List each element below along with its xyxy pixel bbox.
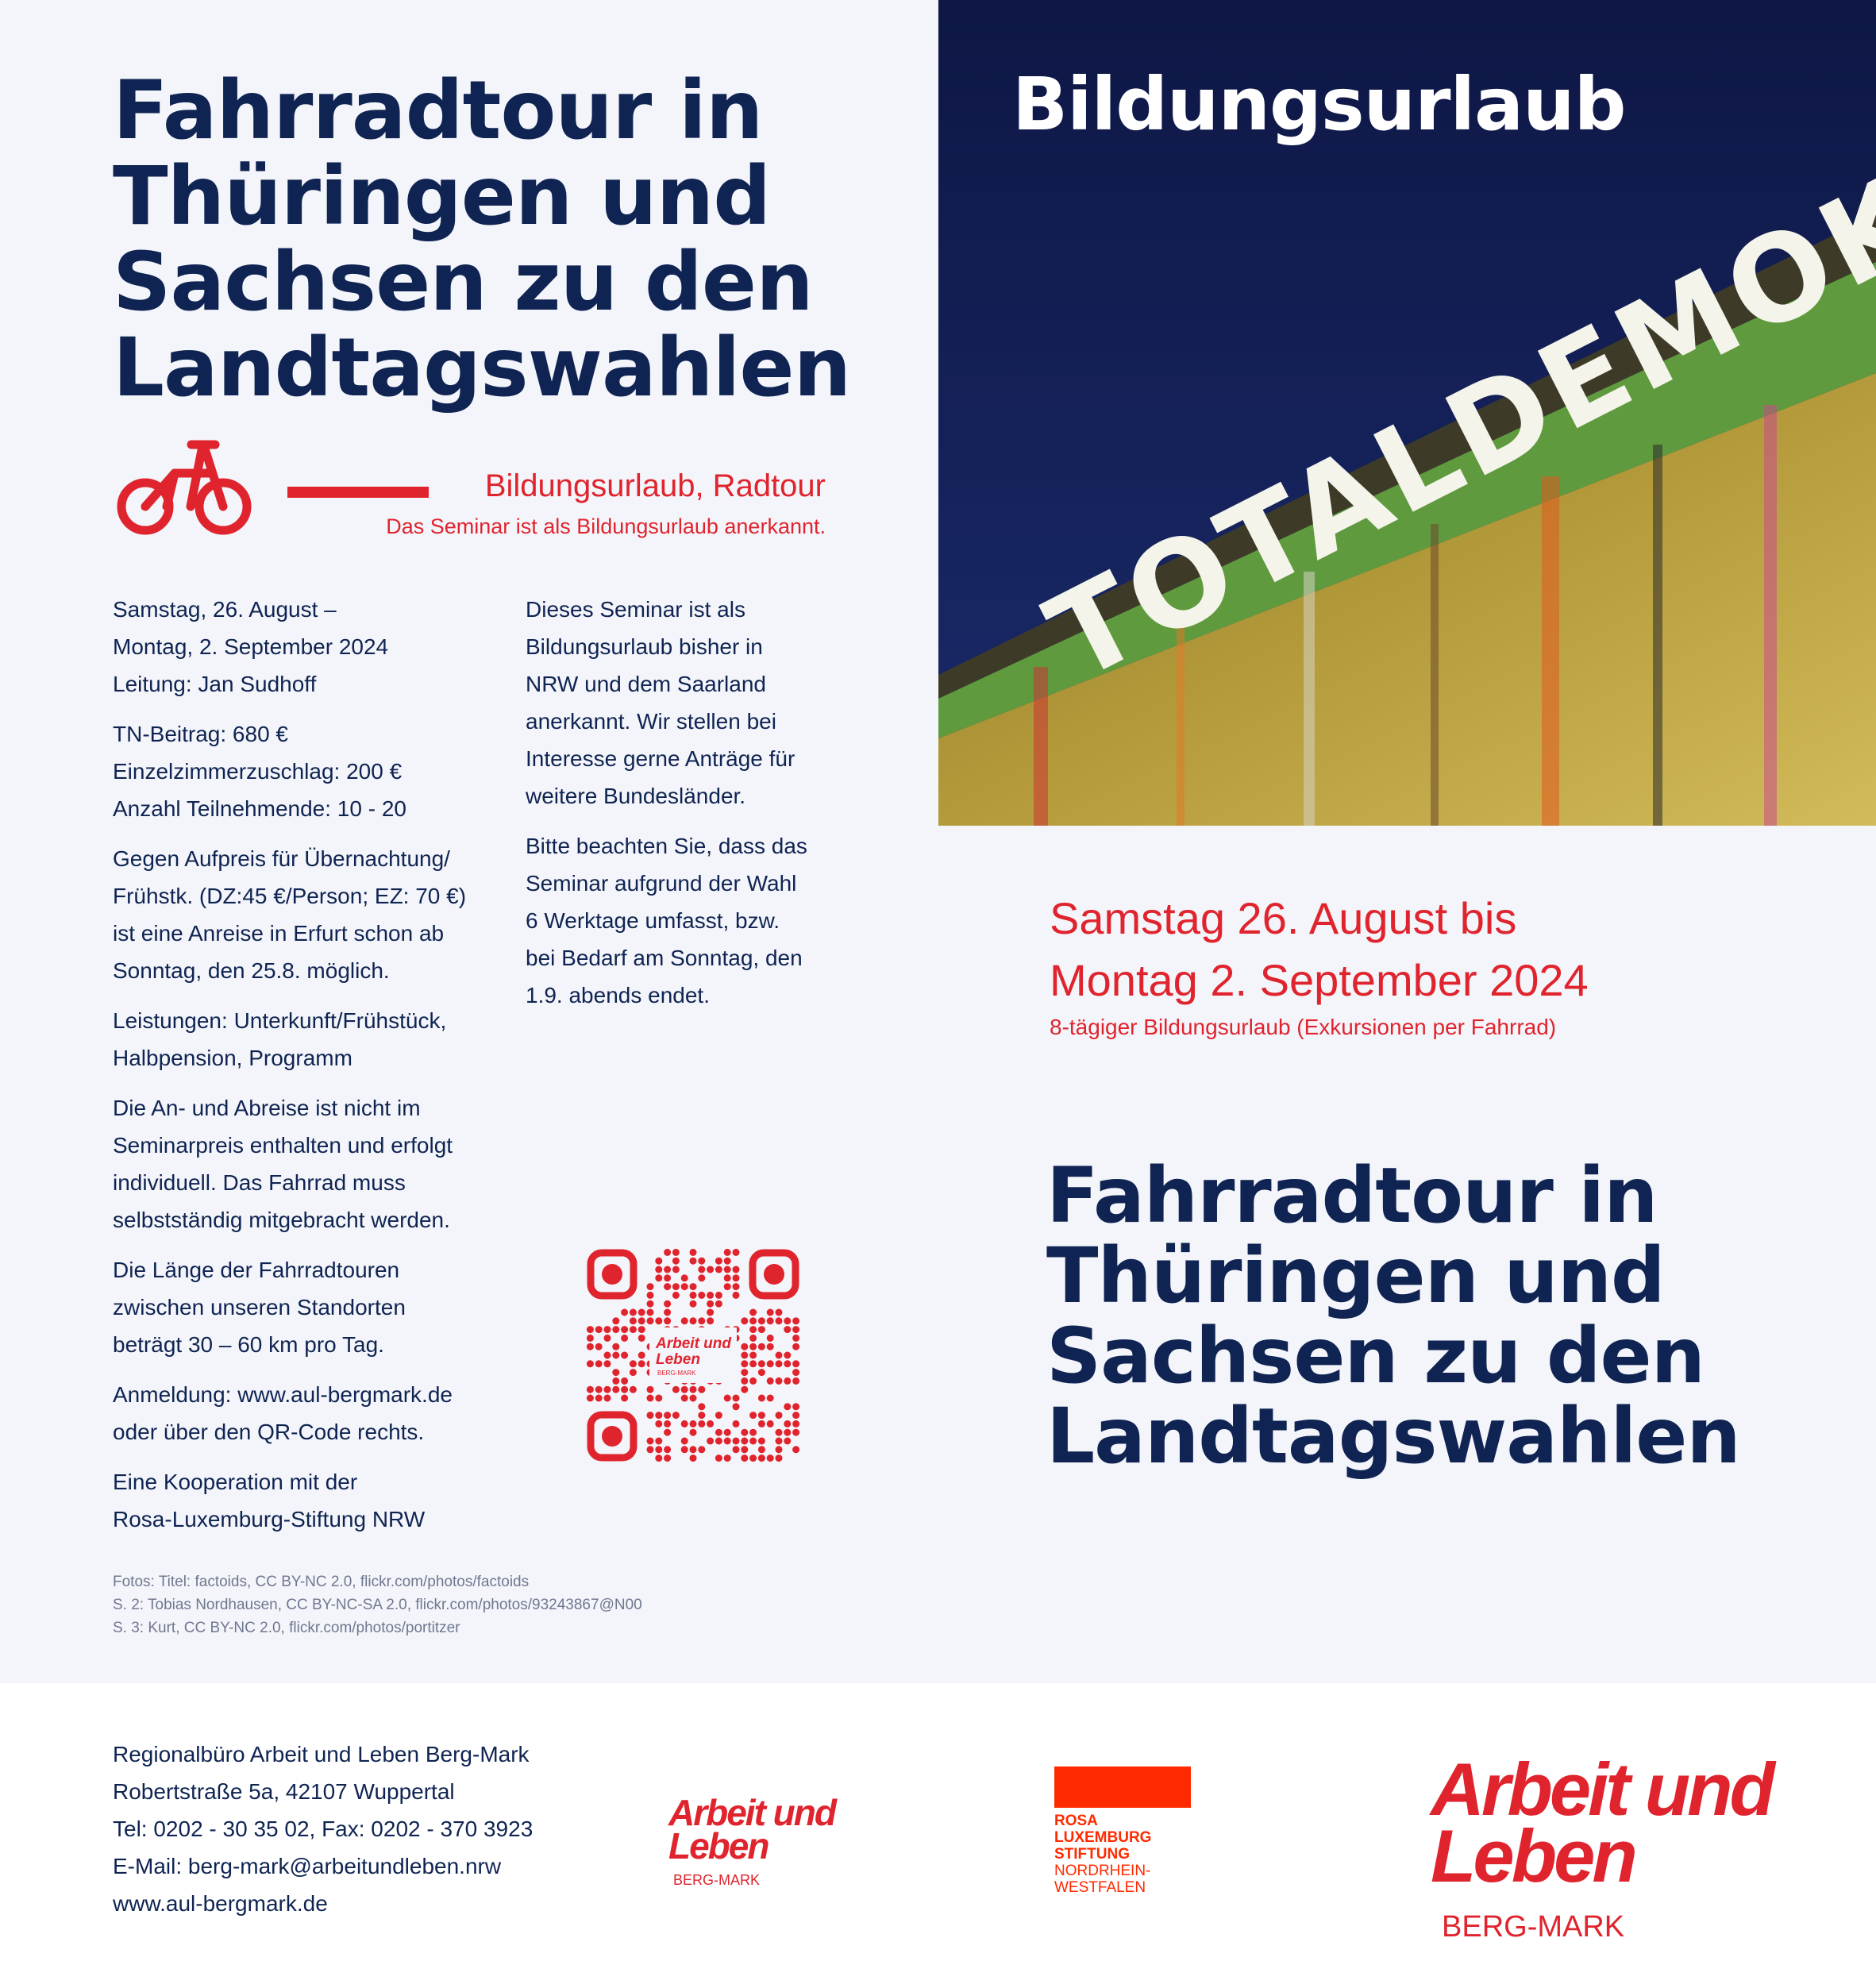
rosa-logo-line: WESTFALEN bbox=[1054, 1879, 1146, 1896]
qr-module bbox=[776, 1317, 783, 1324]
rosa-logo-line: LUXEMBURG bbox=[1054, 1829, 1152, 1846]
details-column-left bbox=[113, 591, 502, 1551]
qr-module bbox=[698, 1446, 705, 1453]
qr-module bbox=[690, 1292, 697, 1299]
qr-module bbox=[776, 1429, 783, 1436]
qr-module bbox=[784, 1420, 791, 1427]
qr-module bbox=[698, 1412, 705, 1419]
qr-module bbox=[758, 1369, 765, 1376]
address-line: Robertstraße 5a, 42107 Wuppertal bbox=[113, 1779, 455, 1804]
qr-module bbox=[767, 1420, 774, 1427]
qr-module bbox=[784, 1403, 791, 1410]
qr-module bbox=[690, 1258, 697, 1265]
qr-module bbox=[715, 1292, 722, 1299]
qr-module bbox=[664, 1429, 671, 1436]
detail-paragraph: Samstag, 26. August – Montag, 2. September 2024 Leitung: Jan Sudhoff bbox=[113, 597, 389, 696]
qr-module bbox=[647, 1283, 654, 1290]
contact-address bbox=[113, 1736, 716, 1922]
qr-module bbox=[749, 1360, 757, 1367]
qr-module bbox=[784, 1352, 791, 1359]
credit-line: S. 2: Tobias Nordhausen, CC BY-NC-SA 2.0, flickr.com/photos/93243867@N00 bbox=[113, 1597, 642, 1613]
qr-module bbox=[664, 1317, 671, 1324]
qr-module bbox=[604, 1395, 611, 1402]
qr-module bbox=[724, 1266, 731, 1273]
left-title-line: Sachsen zu den bbox=[113, 235, 813, 329]
qr-module bbox=[681, 1420, 688, 1427]
qr-module bbox=[749, 1454, 757, 1462]
left-title-line: Thüringen und bbox=[113, 149, 771, 244]
qr-module bbox=[638, 1326, 645, 1333]
qr-module bbox=[724, 1429, 731, 1436]
qr-module bbox=[664, 1446, 671, 1453]
qr-module bbox=[647, 1292, 654, 1299]
photo-credits bbox=[113, 1570, 827, 1639]
qr-module bbox=[715, 1412, 722, 1419]
qr-module bbox=[638, 1317, 645, 1324]
qr-module bbox=[715, 1266, 722, 1273]
rosa-logo-bar bbox=[1054, 1766, 1191, 1808]
detail-paragraph: Leistungen: Unterkunft/Frühstück, Halbpension, Programm bbox=[113, 1008, 447, 1070]
left-title-line: Landtagswahlen bbox=[113, 321, 851, 415]
qr-module bbox=[630, 1317, 637, 1324]
detail-paragraph: Gegen Aufpreis für Übernachtung/ Frühstk. (DZ:45 €/Person; EZ: 70 €) ist eine Anreise in Erfurt schon ab Sonntag, den 25.8. möglich. bbox=[113, 846, 467, 983]
qr-module bbox=[664, 1412, 671, 1419]
qr-module bbox=[595, 1326, 603, 1333]
qr-logo-line1: Arbeit und bbox=[656, 1335, 731, 1352]
qr-module bbox=[612, 1326, 619, 1333]
qr-module bbox=[715, 1258, 722, 1265]
qr-module bbox=[690, 1283, 697, 1290]
qr-module bbox=[792, 1317, 799, 1324]
details-column-middle bbox=[526, 591, 843, 1027]
credit-line: Fotos: Titel: factoids, CC BY-NC 2.0, flickr.com/photos/factoids bbox=[113, 1574, 530, 1590]
qr-module bbox=[698, 1317, 705, 1324]
qr-module bbox=[690, 1249, 697, 1256]
qr-module bbox=[792, 1429, 799, 1436]
qr-module bbox=[749, 1317, 757, 1324]
qr-module bbox=[767, 1317, 774, 1324]
qr-module bbox=[741, 1317, 748, 1324]
qr-module bbox=[595, 1360, 603, 1367]
qr-module bbox=[733, 1266, 740, 1273]
qr-module bbox=[595, 1343, 603, 1350]
qr-module bbox=[690, 1386, 697, 1393]
detail-paragraph: TN-Beitrag: 680 € Einzelzimmerzuschlag: 200 € Anzahl Teilnehmende: 10 - 20 bbox=[113, 722, 406, 821]
qr-module bbox=[724, 1395, 731, 1402]
qr-module bbox=[741, 1360, 748, 1367]
email-link[interactable]: E-Mail: berg-mark@arbeitundleben.nrw bbox=[113, 1854, 502, 1878]
qr-module bbox=[715, 1454, 722, 1462]
qr-module bbox=[784, 1326, 791, 1333]
qr-module bbox=[681, 1283, 688, 1290]
qr-module bbox=[604, 1335, 611, 1342]
qr-module bbox=[621, 1309, 628, 1316]
qr-module bbox=[595, 1395, 603, 1402]
dates-subtitle: 8-tägiger Bildungsurlaub (Exkursionen per Fahrrad) bbox=[1050, 1015, 1557, 1039]
qr-module bbox=[681, 1386, 688, 1393]
right-title bbox=[1046, 1151, 1840, 1481]
qr-module bbox=[672, 1266, 680, 1273]
qr-module bbox=[672, 1283, 680, 1290]
right-title-line: Thüringen und bbox=[1046, 1231, 1665, 1320]
qr-module bbox=[741, 1429, 748, 1436]
qr-module bbox=[690, 1317, 697, 1324]
detail-paragraph: Dieses Seminar ist als Bildungsurlaub bisher in NRW und dem Saarland anerkannt. Wir stellen bei Interesse gerne Anträge für weitere Bundesländer. bbox=[526, 597, 795, 808]
qr-module bbox=[776, 1446, 783, 1453]
qr-module bbox=[664, 1283, 671, 1290]
qr-module bbox=[612, 1377, 619, 1385]
qr-module bbox=[595, 1386, 603, 1393]
logo-line: Arbeit und bbox=[668, 1792, 835, 1833]
qr-module bbox=[647, 1300, 654, 1308]
qr-module bbox=[681, 1395, 688, 1402]
qr-module bbox=[792, 1343, 799, 1350]
qr-module bbox=[733, 1274, 740, 1281]
qr-logo-line2: Leben bbox=[656, 1351, 700, 1368]
qr-module bbox=[655, 1438, 662, 1445]
qr-module bbox=[749, 1412, 757, 1419]
qr-module bbox=[741, 1352, 748, 1359]
qr-module bbox=[664, 1274, 671, 1281]
qr-module bbox=[630, 1309, 637, 1316]
qr-module bbox=[767, 1395, 774, 1402]
detail-paragraph: Die An- und Abreise ist nicht im Seminarpreis enthalten und erfolgt individuell. Das Fahrrad muss selbstständig mitgebracht werden. bbox=[113, 1096, 453, 1232]
qr-module bbox=[647, 1317, 654, 1324]
qr-module bbox=[621, 1335, 628, 1342]
qr-module bbox=[664, 1249, 671, 1256]
qr-module bbox=[749, 1377, 757, 1385]
tagline: Bildungsurlaub, Radtour bbox=[484, 468, 826, 503]
qr-module bbox=[758, 1343, 765, 1350]
qr-module bbox=[749, 1343, 757, 1350]
qr-module bbox=[776, 1352, 783, 1359]
qr-module bbox=[672, 1258, 680, 1265]
qr-module bbox=[621, 1377, 628, 1385]
qr-module bbox=[767, 1309, 774, 1316]
qr-logo-sub: BERG-MARK bbox=[657, 1370, 696, 1377]
qr-module bbox=[647, 1438, 654, 1445]
qr-module bbox=[698, 1292, 705, 1299]
qr-module bbox=[733, 1438, 740, 1445]
qr-module bbox=[672, 1249, 680, 1256]
qr-module bbox=[672, 1412, 680, 1419]
qr-module bbox=[655, 1412, 662, 1419]
qr-module bbox=[733, 1446, 740, 1453]
qr-module bbox=[758, 1326, 765, 1333]
qr-module bbox=[664, 1420, 671, 1427]
qr-module bbox=[655, 1266, 662, 1273]
detail-paragraph: Bitte beachten Sie, dass das Seminar aufgrund der Wahl 6 Werktage umfasst, bzw. bei Bedarf am Sonntag, den 1.9. abends endet. bbox=[526, 834, 807, 1007]
qr-module bbox=[698, 1258, 705, 1265]
qr-module bbox=[664, 1454, 671, 1462]
qr-module bbox=[604, 1326, 611, 1333]
qr-module bbox=[587, 1360, 594, 1367]
qr-module bbox=[784, 1317, 791, 1324]
logo-sub: BERG-MARK bbox=[673, 1872, 761, 1888]
photo-label: Bildungsurlaub bbox=[1012, 62, 1626, 147]
qr-module bbox=[741, 1438, 748, 1445]
left-title bbox=[113, 64, 891, 415]
qr-module bbox=[690, 1300, 697, 1308]
qr-module bbox=[792, 1335, 799, 1342]
qr-module bbox=[681, 1446, 688, 1453]
qr-module bbox=[630, 1326, 637, 1333]
qr-module bbox=[749, 1352, 757, 1359]
qr-module bbox=[672, 1292, 680, 1299]
qr-module bbox=[638, 1352, 645, 1359]
qr-module bbox=[690, 1454, 697, 1462]
qr-module bbox=[587, 1343, 594, 1350]
phone-line: Tel: 0202 - 30 35 02, Fax: 0202 - 370 3923 bbox=[113, 1817, 534, 1841]
qr-module bbox=[707, 1309, 714, 1316]
qr-module bbox=[767, 1343, 774, 1350]
qr-module bbox=[767, 1377, 774, 1385]
qr-module bbox=[724, 1283, 731, 1290]
rosa-logo-line: STIFTUNG bbox=[1054, 1846, 1130, 1863]
qr-module bbox=[724, 1249, 731, 1256]
qr-module bbox=[587, 1395, 594, 1402]
qr-module bbox=[749, 1326, 757, 1333]
qr-module bbox=[792, 1326, 799, 1333]
qr-module bbox=[733, 1249, 740, 1256]
qr-module bbox=[647, 1309, 654, 1316]
qr-module bbox=[767, 1360, 774, 1367]
qr-module bbox=[792, 1403, 799, 1410]
detail-paragraph: Anmeldung: www.aul-bergmark.de oder über den QR-Code rechts. bbox=[113, 1382, 453, 1444]
qr-module bbox=[715, 1438, 722, 1445]
qr-module bbox=[621, 1386, 628, 1393]
qr-module bbox=[655, 1420, 662, 1427]
qr-module bbox=[784, 1360, 791, 1367]
tagline-sub: Das Seminar ist als Bildungsurlaub anerkannt. bbox=[386, 514, 826, 538]
qr-module bbox=[767, 1454, 774, 1462]
qr-module bbox=[776, 1412, 783, 1419]
qr-module bbox=[621, 1395, 628, 1402]
qr-module bbox=[655, 1446, 662, 1453]
qr-module bbox=[758, 1438, 765, 1445]
qr-module bbox=[664, 1300, 671, 1308]
qr-module bbox=[792, 1360, 799, 1367]
divider-line bbox=[287, 487, 429, 498]
qr-module bbox=[792, 1377, 799, 1385]
qr-module bbox=[749, 1438, 757, 1445]
qr-module bbox=[724, 1438, 731, 1445]
rosa-logo-line: ROSA bbox=[1054, 1813, 1098, 1829]
qr-module bbox=[612, 1369, 619, 1376]
qr-module bbox=[630, 1386, 637, 1393]
qr-module bbox=[698, 1403, 705, 1410]
qr-code[interactable] bbox=[586, 1248, 800, 1462]
left-title-line: Fahrradtour in bbox=[113, 64, 763, 158]
qr-module bbox=[707, 1420, 714, 1427]
right-title-line: Landtagswahlen bbox=[1046, 1392, 1740, 1481]
qr-module bbox=[733, 1395, 740, 1402]
qr-module bbox=[604, 1352, 611, 1359]
qr-module bbox=[741, 1377, 748, 1385]
qr-module bbox=[647, 1395, 654, 1402]
qr-module bbox=[792, 1446, 799, 1453]
qr-module bbox=[758, 1317, 765, 1324]
qr-module bbox=[715, 1429, 722, 1436]
qr-module bbox=[792, 1420, 799, 1427]
qr-module bbox=[630, 1360, 637, 1367]
right-title-line: Sachsen zu den bbox=[1046, 1312, 1705, 1400]
detail-paragraph: Eine Kooperation mit der Rosa-Luxemburg-Stiftung NRW bbox=[113, 1470, 426, 1531]
qr-module bbox=[647, 1446, 654, 1453]
detail-paragraph: Die Länge der Fahrradtouren zwischen unseren Standorten beträgt 30 – 60 km pro Tag. bbox=[113, 1258, 406, 1357]
qr-module bbox=[749, 1335, 757, 1342]
qr-module bbox=[681, 1317, 688, 1324]
logo-line: Leben bbox=[668, 1825, 769, 1867]
qr-module bbox=[664, 1309, 671, 1316]
qr-module bbox=[715, 1300, 722, 1308]
qr-module bbox=[758, 1420, 765, 1427]
qr-module bbox=[749, 1309, 757, 1316]
qr-module bbox=[733, 1292, 740, 1299]
qr-module bbox=[612, 1317, 619, 1324]
qr-module bbox=[655, 1454, 662, 1462]
qr-module bbox=[707, 1300, 714, 1308]
qr-module bbox=[604, 1386, 611, 1393]
arbeit-und-leben-logo-large bbox=[1431, 1747, 1772, 1944]
qr-module bbox=[707, 1292, 714, 1299]
qr-module bbox=[612, 1343, 619, 1350]
address-line: Regionalbüro Arbeit und Leben Berg-Mark bbox=[113, 1742, 530, 1766]
rosa-luxemburg-logo bbox=[1054, 1766, 1191, 1896]
qr-module bbox=[698, 1274, 705, 1281]
qr-module bbox=[638, 1335, 645, 1342]
qr-module bbox=[724, 1274, 731, 1281]
qr-module bbox=[621, 1352, 628, 1359]
qr-module bbox=[733, 1403, 740, 1410]
website-link[interactable]: www.aul-bergmark.de bbox=[113, 1891, 328, 1916]
qr-module bbox=[776, 1438, 783, 1445]
qr-module bbox=[792, 1412, 799, 1419]
credit-line: S. 3: Kurt, CC BY-NC 2.0, flickr.com/photos/portitzer bbox=[113, 1620, 460, 1636]
qr-module bbox=[681, 1274, 688, 1281]
qr-module bbox=[698, 1420, 705, 1427]
qr-module bbox=[749, 1429, 757, 1436]
right-title-line: Fahrradtour in bbox=[1046, 1151, 1658, 1240]
qr-module bbox=[630, 1369, 637, 1376]
logo-sub: BERG-MARK bbox=[1442, 1910, 1625, 1944]
qr-module bbox=[776, 1454, 783, 1462]
qr-module bbox=[681, 1438, 688, 1445]
qr-module bbox=[792, 1369, 799, 1376]
qr-module bbox=[664, 1266, 671, 1273]
qr-module bbox=[655, 1274, 662, 1281]
qr-module bbox=[690, 1446, 697, 1453]
qr-module bbox=[741, 1369, 748, 1376]
qr-module bbox=[655, 1395, 662, 1402]
qr-module bbox=[698, 1266, 705, 1273]
qr-module bbox=[741, 1446, 748, 1453]
qr-module bbox=[758, 1446, 765, 1453]
rosa-logo-line: NORDRHEIN- bbox=[1054, 1863, 1151, 1879]
qr-module bbox=[758, 1360, 765, 1367]
qr-module bbox=[587, 1386, 594, 1393]
qr-module bbox=[621, 1326, 628, 1333]
qr-module bbox=[638, 1360, 645, 1367]
qr-module bbox=[587, 1326, 594, 1333]
qr-module bbox=[733, 1420, 740, 1427]
qr-module bbox=[604, 1360, 611, 1367]
logo-line: Leben bbox=[1431, 1814, 1635, 1897]
qr-module bbox=[776, 1360, 783, 1367]
qr-module bbox=[741, 1454, 748, 1462]
date-line: Montag 2. September 2024 bbox=[1050, 955, 1589, 1005]
qr-module bbox=[672, 1386, 680, 1393]
qr-module bbox=[724, 1258, 731, 1265]
qr-module bbox=[655, 1317, 662, 1324]
qr-module bbox=[647, 1386, 654, 1393]
qr-module bbox=[698, 1386, 705, 1393]
qr-module bbox=[758, 1395, 765, 1402]
qr-module bbox=[707, 1438, 714, 1445]
qr-module bbox=[587, 1335, 594, 1342]
qr-module bbox=[690, 1395, 697, 1402]
arbeit-und-leben-logo-small bbox=[668, 1792, 835, 1889]
qr-module bbox=[758, 1412, 765, 1419]
qr-module bbox=[724, 1454, 731, 1462]
date-line: Samstag 26. August bis bbox=[1050, 893, 1517, 943]
qr-module bbox=[741, 1343, 748, 1350]
qr-module bbox=[784, 1429, 791, 1436]
qr-module bbox=[647, 1412, 654, 1419]
qr-module bbox=[638, 1309, 645, 1316]
qr-module bbox=[655, 1258, 662, 1265]
logo-line: Arbeit und bbox=[1431, 1747, 1772, 1831]
qr-module bbox=[690, 1420, 697, 1427]
qr-module bbox=[707, 1266, 714, 1273]
qr-module bbox=[776, 1309, 783, 1316]
qr-module bbox=[784, 1438, 791, 1445]
qr-module bbox=[707, 1317, 714, 1324]
qr-module bbox=[767, 1335, 774, 1342]
event-dates bbox=[1050, 888, 1843, 1011]
qr-module bbox=[784, 1377, 791, 1385]
qr-module bbox=[612, 1352, 619, 1359]
qr-module bbox=[741, 1386, 748, 1393]
bicycle-icon bbox=[115, 435, 254, 537]
qr-module bbox=[758, 1454, 765, 1462]
qr-module bbox=[690, 1429, 697, 1436]
qr-module bbox=[612, 1386, 619, 1393]
qr-module bbox=[776, 1377, 783, 1385]
qr-module bbox=[733, 1283, 740, 1290]
